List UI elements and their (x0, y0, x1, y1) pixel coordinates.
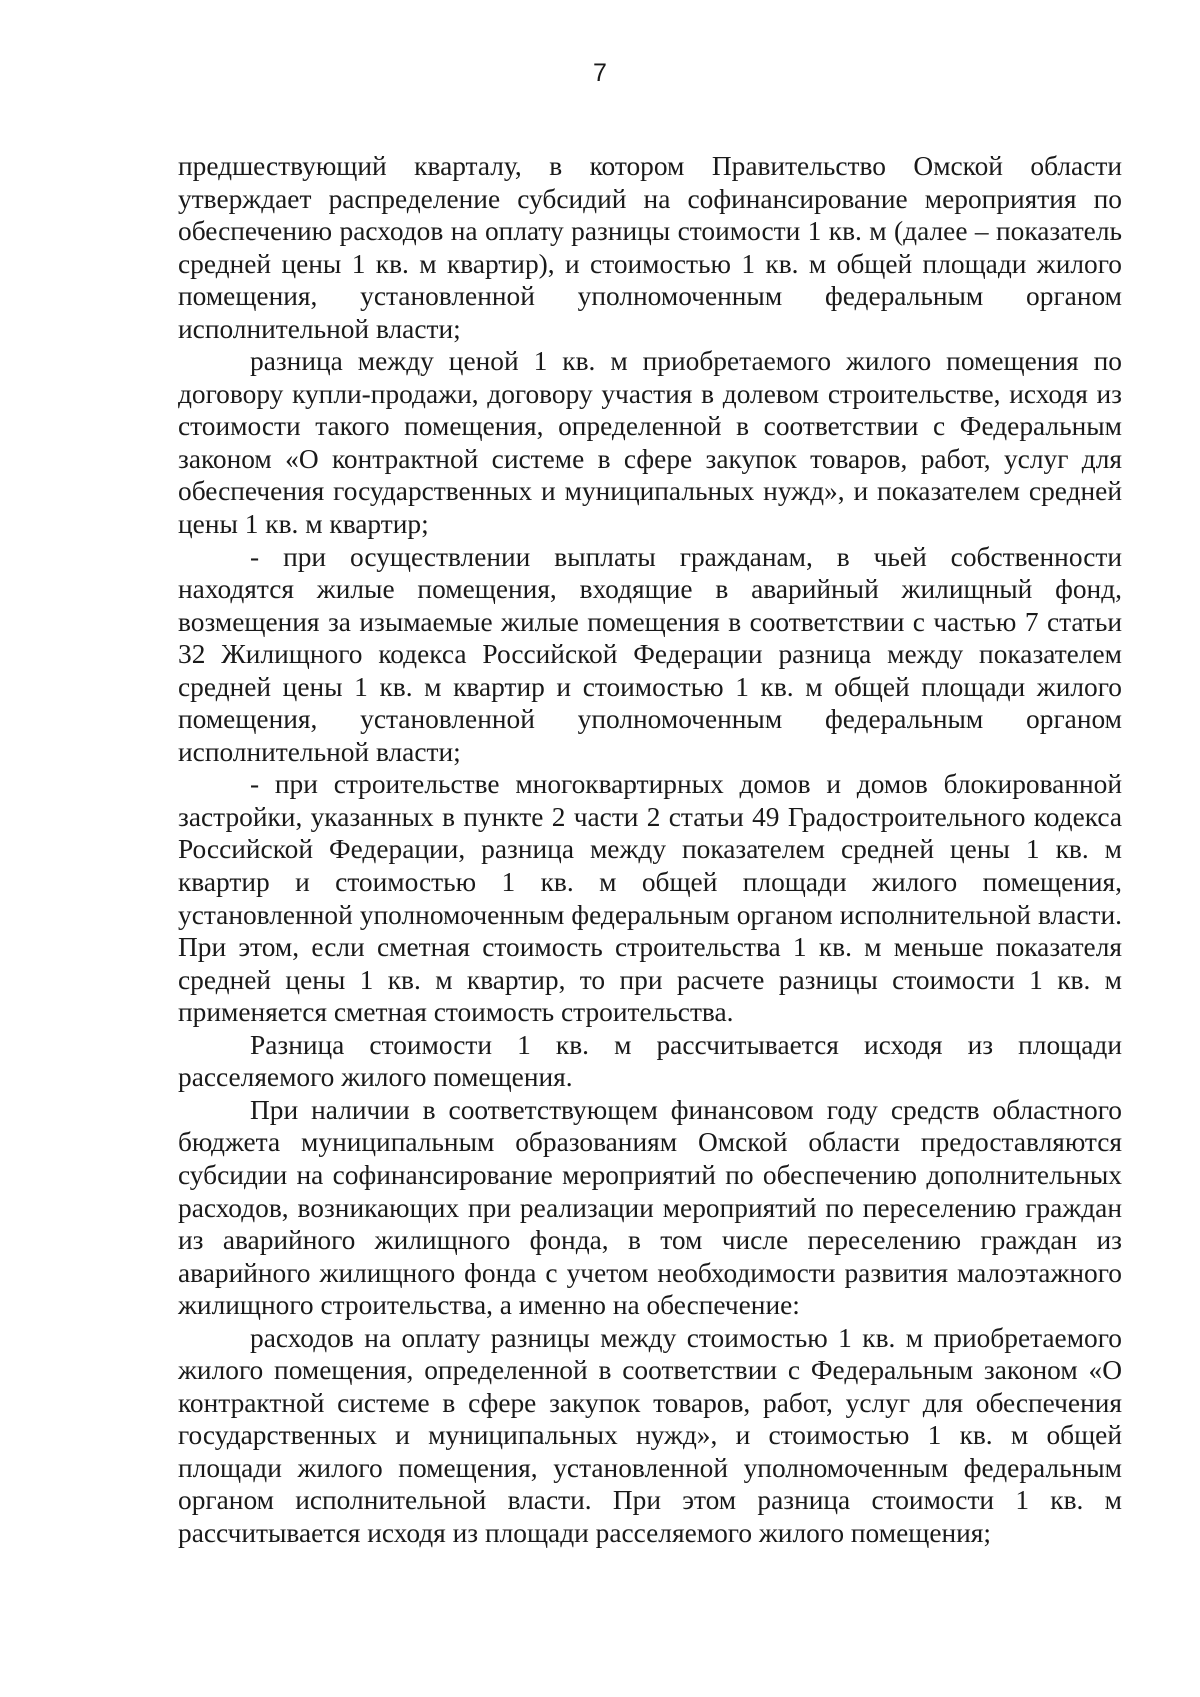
paragraph-compensation-payment: - при осуществлении выплаты гражданам, в чьей собственности находятся жилые помещения, входящие в аварийный жилищный фонд, возмещения за изымаемые жилые помещения в соответствии с частью 7 статьи 32 Жилищного кодекса Российской Федерации разница между показателем средней цены 1 кв. м квартир и стоимостью 1 кв. м общей площади жилого помещения, установленной уполномоченным федеральным органом исполнительной власти; (178, 541, 1122, 767)
paragraph-construction: - при строительстве многоквартирных домов и домов блокированной застройки, указанных в пункте 2 части 2 статьи 49 Градостроительного кодекса Российской Федерации, разница между показателем средней цены 1 кв. м квартир и стоимостью 1 кв. м общей площади жилого помещения, установленной уполномоченным федеральным органом исполнительной власти. При этом, если сметная стоимость строительства 1 кв. м меньше показателя средней цены 1 кв. м квартир, то при расчете разницы стоимости 1 кв. м применяется сметная стоимость строительства. (178, 769, 1122, 1028)
paragraph-expenses: расходов на оплату разницы между стоимостью 1 кв. м приобретаемого жилого помещения, определенной в соответствии с Федеральным законом «О контрактной системе в сфере закупок товаров, работ, услуг для обеспечения государственных и муниципальных нужд», и стоимостью 1 кв. м общей площади жилого помещения, установленной уполномоченным федеральным органом исполнительной власти. При этом разница стоимости 1 кв. м рассчитывается исходя из площади расселяемого жилого помещения; (178, 1322, 1122, 1548)
paragraph-subsidies: При наличии в соответствующем финансовом году средств областного бюджета муниципальным образованиям Омской области предоставляются субсидии на софинансирование мероприятий по обеспечению дополнительных расходов, возникающих при реализации мероприятий по переселению граждан из аварийного жилищного фонда, в том числе переселению граждан из аварийного жилищного фонда с учетом необходимости развития малоэтажного жилищного строительства, а именно на обеспечение: (178, 1094, 1122, 1321)
paragraph-price-difference: разница между ценой 1 кв. м приобретаемого жилого помещения по договору купли-продажи, договору участия в долевом строительстве, исходя из стоимости такого помещения, определенной в соответствии с Федеральным законом «О контрактной системе в сфере закупок товаров, работ, услуг для обеспечения государственных и муниципальных нужд», и показателем средней цены 1 кв. м квартир; (178, 346, 1122, 540)
paragraph-cost-difference-basis: Разница стоимости 1 кв. м рассчитывается исходя из площади расселяемого жилого помещения. (178, 1029, 1122, 1093)
document-body (178, 150, 1122, 1550)
page-number: 7 (593, 59, 607, 87)
paragraph-continuation: предшествующий кварталу, в котором Правительство Омской области утверждает распределение субсидий на софинансирование мероприятия по обеспечению расходов на оплату разницы стоимости 1 кв. м (далее – показатель средней цены 1 кв. м квартир), и стоимостью 1 кв. м общей площади жилого помещения, установленной уполномоченным федеральным органом исполнительной власти; (178, 151, 1122, 344)
